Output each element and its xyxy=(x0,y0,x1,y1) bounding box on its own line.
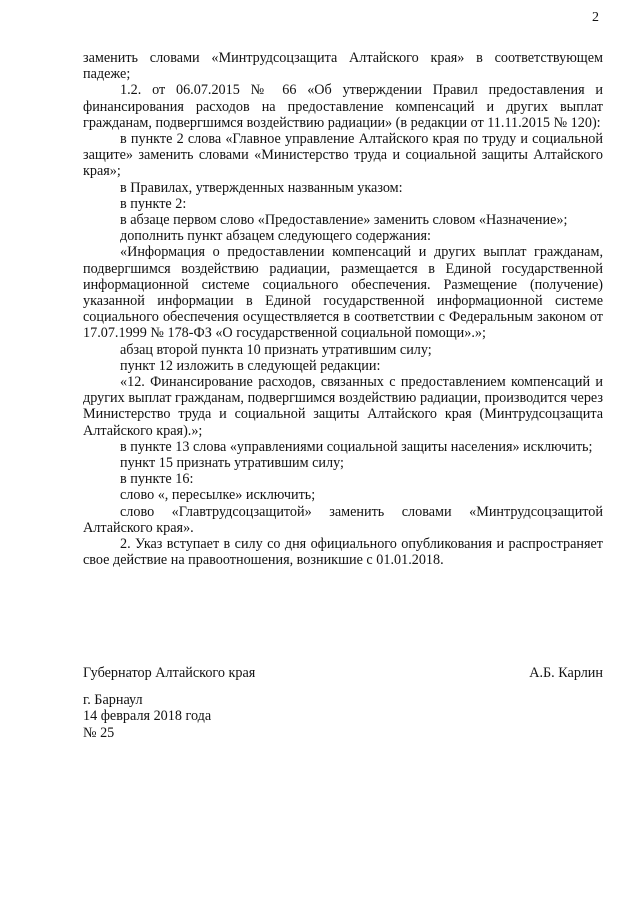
paragraph: в пункте 16: xyxy=(120,471,194,488)
paragraph: в пункте 2 слова «Главное управление Алтайского края по труду и социальной защите» заменить словами «Министерство труда и социальной защиты Алтайского края»; xyxy=(83,131,603,180)
decree-body xyxy=(83,50,603,569)
signatory-name: А.Б. Карлин xyxy=(529,665,603,681)
place-date-block xyxy=(83,692,211,741)
date: 14 февраля 2018 года xyxy=(83,708,212,725)
place: г. Барнаул xyxy=(83,692,143,708)
paragraph: пункт 15 признать утратившим силу; xyxy=(120,455,344,472)
paragraph: в Правилах, утвержденных названным указом: xyxy=(120,179,403,196)
signatory-position: Губернатор Алтайского края xyxy=(83,665,256,681)
paragraph: 1.2. от 06.07.2015 № 66 «Об утверждении Правил предоставления и финансирования расходов на предоставление компенсаций и других выплат гражданам, подвергшимся воздействию радиации» (в редакции от 11.11.2015 № 120): xyxy=(83,82,603,131)
paragraph: в пункте 2: xyxy=(120,195,187,212)
paragraph: 2. Указ вступает в силу со дня официального опубликования и распространяет свое действие на правоотношения, возникшие с 01.01.2018. xyxy=(83,536,603,569)
paragraph: слово «Главтрудсоцзащитой» заменить словами «Минтрудсоцзащитой Алтайского края». xyxy=(83,503,603,536)
paragraph: дополнить пункт абзацем следующего содержания: xyxy=(120,228,431,245)
paragraph: слово «, пересылке» исключить; xyxy=(120,487,316,504)
paragraph: в пункте 13 слова «управлениями социальной защиты населения» исключить; xyxy=(120,438,593,455)
signature-block xyxy=(83,665,603,681)
paragraph: в абзаце первом слово «Предоставление» заменить словом «Назначение»; xyxy=(120,212,568,229)
paragraph: «Информация о предоставлении компенсаций и других выплат гражданам, подвергшимся воздействию радиации, размещается в Единой государственной информационной системе социального обеспечения. Размещение (получение) указанной информации в Единой государственной информационной системе социального обеспечения осуществляется в соответствии с Федеральным законом от 17.07.1999 № 178-ФЗ «О государственной социальной помощи».»; xyxy=(83,244,603,342)
paragraph: заменить словами «Минтрудсоцзащита Алтайского края» в соответствующем падеже; xyxy=(83,50,603,83)
page-number: 2 xyxy=(592,10,599,25)
decree-number: № 25 xyxy=(83,724,115,741)
paragraph: абзац второй пункта 10 признать утратившим силу; xyxy=(120,341,432,358)
paragraph: пункт 12 изложить в следующей редакции: xyxy=(120,357,381,374)
paragraph: «12. Финансирование расходов, связанных с предоставлением компенсаций и других выплат гражданам, подвергшимся воздействию радиации, производится через Министерство труда и социальной защиты Алтайского края (Минтрудсоцзащита Алтайского края).»; xyxy=(83,374,603,439)
